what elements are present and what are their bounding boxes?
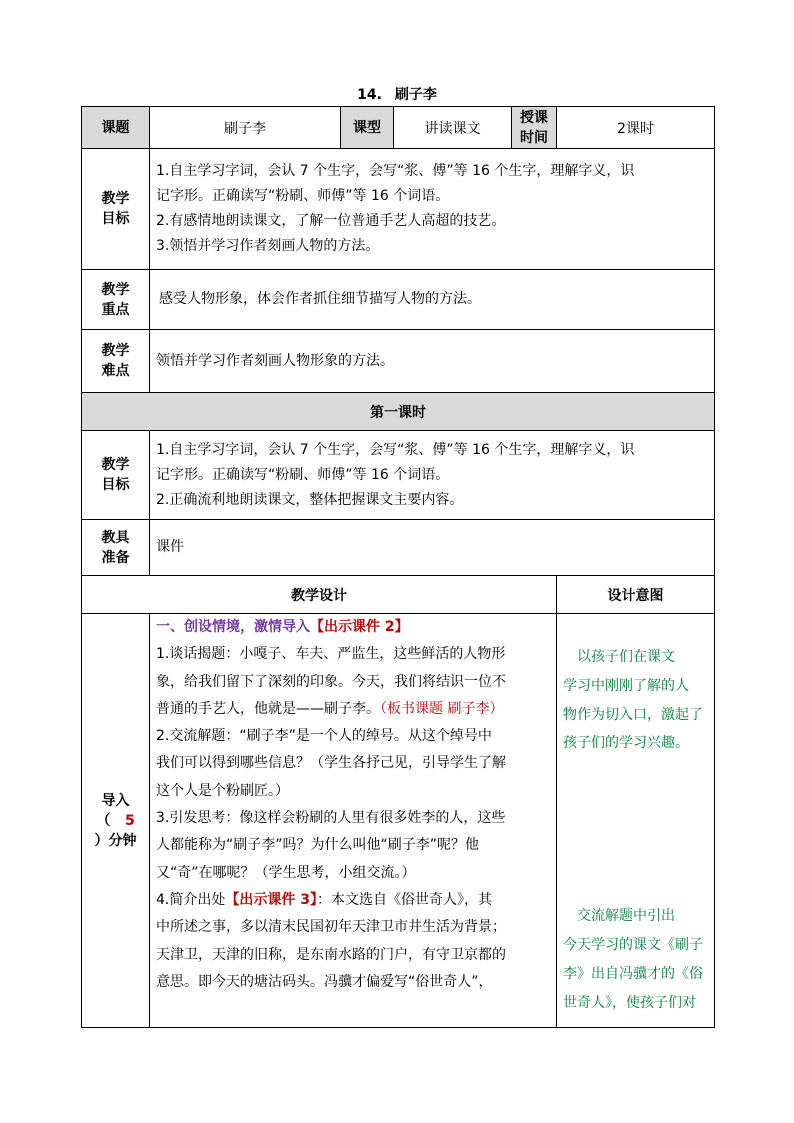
materials-label-line2: 准备 xyxy=(101,549,130,566)
difficulty-label xyxy=(82,330,150,393)
goal-line: 3.领悟并学习作者刻画人物的方法。 xyxy=(156,238,380,254)
goal-line: 记字形。正确读写“粉刷、师傅”等 16 个词语。 xyxy=(156,188,450,204)
section-title: 第一课时 xyxy=(82,393,715,431)
design-line: 3.引发思考：像这样会粉刷的人里有很多姓李的人，这些 xyxy=(156,810,506,827)
difficulty-row xyxy=(82,330,715,393)
materials-label-line1: 教具 xyxy=(101,529,130,546)
design-line: 象，给我们留下了深刻的印象。今天，我们将结识一位不 xyxy=(156,673,506,690)
design-header-row xyxy=(82,576,715,614)
focus-label xyxy=(82,270,150,330)
type-label: 课型 xyxy=(341,107,394,149)
topic-value: 刷子李 xyxy=(150,107,341,149)
intent-header: 设计意图 xyxy=(557,576,715,614)
goals-label-line2: 目标 xyxy=(101,211,130,227)
design-line: 中所述之事，多以清末民国初年天津卫市井生活为背景； xyxy=(156,919,506,936)
design-line: 天津卫，天津的旧称，是东南水路的门户，有守卫京都的 xyxy=(156,946,506,963)
lesson1-goals-row xyxy=(82,431,715,520)
goal-line: 1.自主学习字词，会认 7 个生字，会写“浆、傅”等 16 个生字，理解字义，识 xyxy=(156,163,635,179)
design-line: 4.简介出处【出示课件 3】：本文选自《俗世奇人》，其 xyxy=(156,891,492,908)
goals-row xyxy=(82,149,715,270)
difficulty-label-line2: 难点 xyxy=(101,363,130,379)
materials-row xyxy=(82,520,715,576)
focus-text: 感受人物形象，体会作者抓住细节描写人物的方法。 xyxy=(150,270,715,330)
lesson-number: 14. xyxy=(357,87,382,103)
lesson1-goals-label-line2: 目标 xyxy=(101,477,130,493)
lesson1-goals-label xyxy=(82,431,150,520)
time-label xyxy=(512,107,557,149)
focus-row xyxy=(82,270,715,330)
intro-design-text xyxy=(150,614,557,1028)
intro-label-line3: ）分钟 xyxy=(94,832,137,849)
time-value: 2课时 xyxy=(557,107,715,149)
design-line: 又“奇”在哪呢？（学生思考，小组交流。） xyxy=(156,864,416,881)
intent-line: 以孩子们在课文 xyxy=(563,649,675,665)
intro-label-line1: 导入 xyxy=(101,792,130,809)
type-value: 讲读课文 xyxy=(394,107,512,149)
intro-duration-label xyxy=(82,614,150,1028)
goal-line: 记字形。正确读写“粉刷、师傅”等 16 个词语。 xyxy=(156,466,450,483)
goals-label-line1: 教学 xyxy=(101,191,130,207)
intent-line: 孩子们的学习兴趣。 xyxy=(563,735,689,752)
design-line: 人都能称为“刷子李”吗？为什么叫他“刷子李”呢？他 xyxy=(156,837,480,854)
materials-label xyxy=(82,520,150,576)
topic-label: 课题 xyxy=(82,107,150,149)
goals-label xyxy=(82,149,150,270)
goal-line: 2.有感情地朗读课文，了解一位普通手艺人高超的技艺。 xyxy=(156,213,506,229)
lesson-title xyxy=(0,84,794,104)
intent-line: 李》出自冯骥才的《俗 xyxy=(563,965,703,982)
design-header: 教学设计 xyxy=(82,576,557,614)
design-line: 1.谈话揭题：小嘎子、车夫、严监生，这些鲜活的人物形 xyxy=(156,646,506,663)
time-label-line2: 时间 xyxy=(520,129,548,146)
design-line: 我们可以得到哪些信息？（学生各抒己见，引导学生了解 xyxy=(156,755,506,772)
difficulty-label-line1: 教学 xyxy=(101,343,130,359)
intent-line: 世奇人》，使孩子们对 xyxy=(563,994,696,1011)
design-line: 这个人是个粉刷匠。） xyxy=(156,782,289,799)
intro-heading: 一、创设情境，激情导入【出示课件 2】 xyxy=(156,619,409,635)
goals-text xyxy=(150,149,715,270)
materials-text: 课件 xyxy=(150,520,715,576)
lesson-plan-table xyxy=(81,106,715,1028)
lesson1-goals-text xyxy=(150,431,715,520)
lesson1-goals-label-line1: 教学 xyxy=(101,457,130,473)
focus-label-line1: 教学 xyxy=(101,281,130,298)
design-line: 2.交流解题：“刷子李”是一个人的绰号。从这个绰号中 xyxy=(156,728,492,745)
section-row xyxy=(82,393,715,431)
time-label-line1: 授课 xyxy=(520,109,548,126)
difficulty-text: 领悟并学习作者刻画人物形象的方法。 xyxy=(150,330,715,393)
intro-intent-text xyxy=(557,614,715,1028)
design-line: 意思。即今天的塘沽码头。冯骥才偏爱写“俗世奇人”， xyxy=(156,973,493,990)
intent-line: 交流解题中引出 xyxy=(563,908,675,925)
header-row xyxy=(82,107,715,149)
focus-label-line2: 重点 xyxy=(101,301,130,318)
design-line: 普通的手艺人，他就是——刷子李。（板书课题 刷子李） xyxy=(156,700,504,717)
intent-line: 今天学习的课文《刷子 xyxy=(563,936,703,953)
intro-label-line2: （ 5 xyxy=(96,812,135,829)
goal-line: 2.正确流利地朗读课文，整体把握课文主要内容。 xyxy=(156,491,464,508)
intro-row xyxy=(82,614,715,1028)
goal-line: 1.自主学习字词，会认 7 个生字，会写“浆、傅”等 16 个生字，理解字义，识 xyxy=(156,441,635,458)
intent-line: 学习中刚刚了解的人 xyxy=(563,677,689,694)
intent-line: 物作为切入口，激起了 xyxy=(563,706,703,723)
lesson-name: 刷子李 xyxy=(394,87,437,103)
